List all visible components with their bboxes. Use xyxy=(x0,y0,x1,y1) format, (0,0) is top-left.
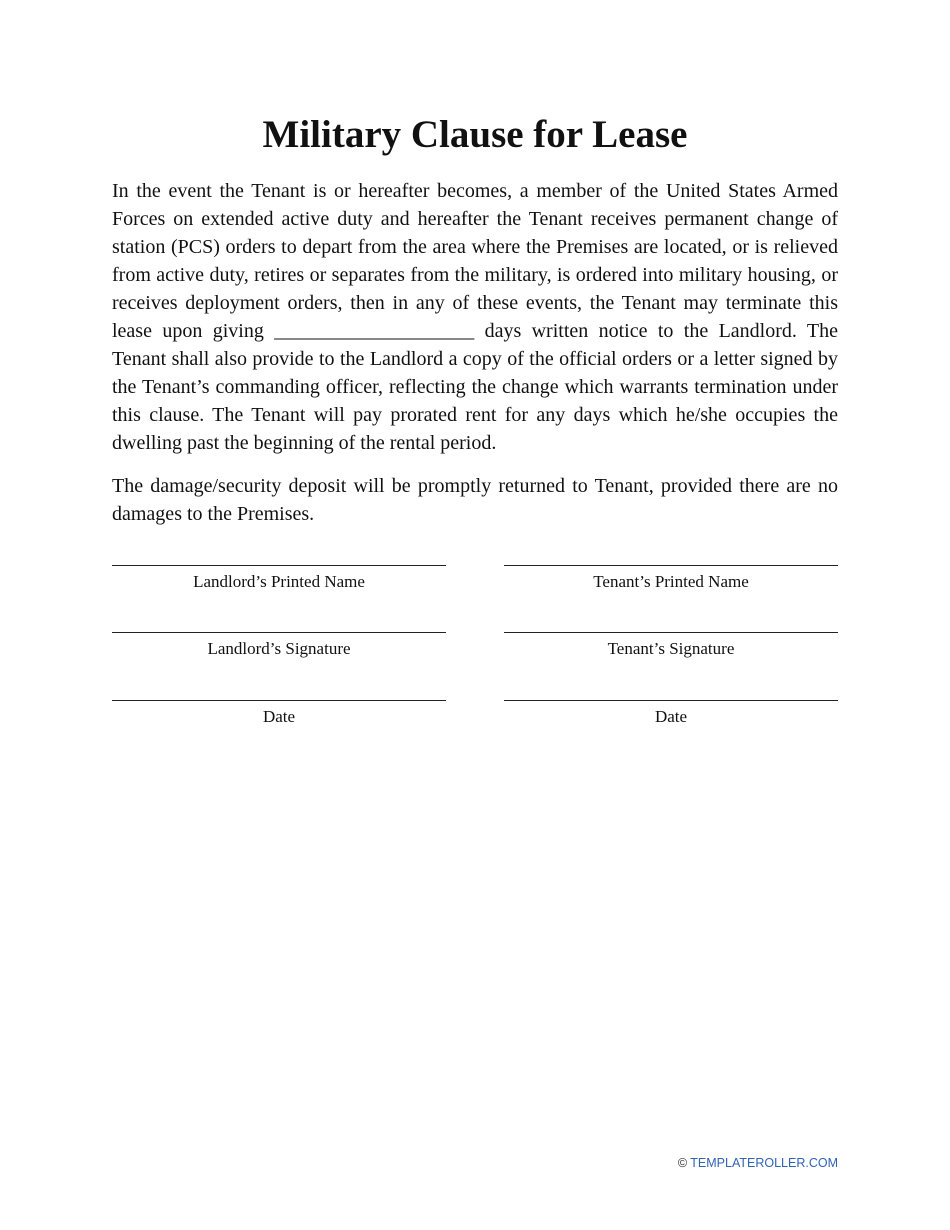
footer-credit xyxy=(678,1155,838,1171)
tenant-signature-label: Tenant’s Signature xyxy=(607,639,735,658)
tenant-date-label: Date xyxy=(654,707,688,726)
landlord-signature-block xyxy=(112,632,446,659)
landlord-printed-name-label: Landlord’s Printed Name xyxy=(193,572,365,591)
tenant-date-line[interactable] xyxy=(504,700,838,701)
landlord-signature-line[interactable] xyxy=(112,632,446,633)
landlord-date-line[interactable] xyxy=(112,700,446,701)
landlord-date-block xyxy=(112,700,446,727)
page-title: Military Clause for Lease xyxy=(262,113,688,156)
tenant-date-block xyxy=(504,700,838,727)
military-clause-paragraph xyxy=(112,177,838,457)
notice-days-blank[interactable]: ____________________ xyxy=(274,320,475,342)
security-deposit-paragraph: The damage/security deposit will be promptly returned to Tenant, provided there are no damages to the Premises. xyxy=(112,475,838,525)
landlord-printed-name-line[interactable] xyxy=(112,565,446,566)
landlord-date-label: Date xyxy=(262,707,296,726)
tenant-signature-line[interactable] xyxy=(504,632,838,633)
paragraph-text-after-blank: days written notice to the Landlord. The Tenant shall also provide to the Landlord a copy of the official orders or a letter signed by the Tenant’s commanding officer, reflecting the change which warrants termination under this clause. The Tenant will pay prorated rent for any days which he/she occupies the dwelling past the beginning of the rental period. xyxy=(112,320,839,454)
copyright-icon: © xyxy=(677,1156,688,1170)
landlord-signature-label: Landlord’s Signature xyxy=(207,639,351,658)
landlord-printed-name-block xyxy=(112,565,446,592)
paragraph-text-before-blank: In the event the Tenant is or hereafter becomes, a member of the United States Armed Forces on extended active duty and hereafter the Tenant receives permanent change of station (PCS) orders to depart from the area where the Premises are located, or is relieved from active duty, retires or separates from the military, is ordered into military housing, or receives deployment orders, then in any of these events, the Tenant may terminate this lease upon giving xyxy=(112,180,838,342)
tenant-printed-name-label: Tenant’s Printed Name xyxy=(593,572,749,591)
tenant-printed-name-block xyxy=(504,565,838,592)
tenant-signature-block xyxy=(504,632,838,659)
tenant-printed-name-line[interactable] xyxy=(504,565,838,566)
templateroller-link[interactable]: TEMPLATEROLLER.COM xyxy=(690,1156,838,1170)
